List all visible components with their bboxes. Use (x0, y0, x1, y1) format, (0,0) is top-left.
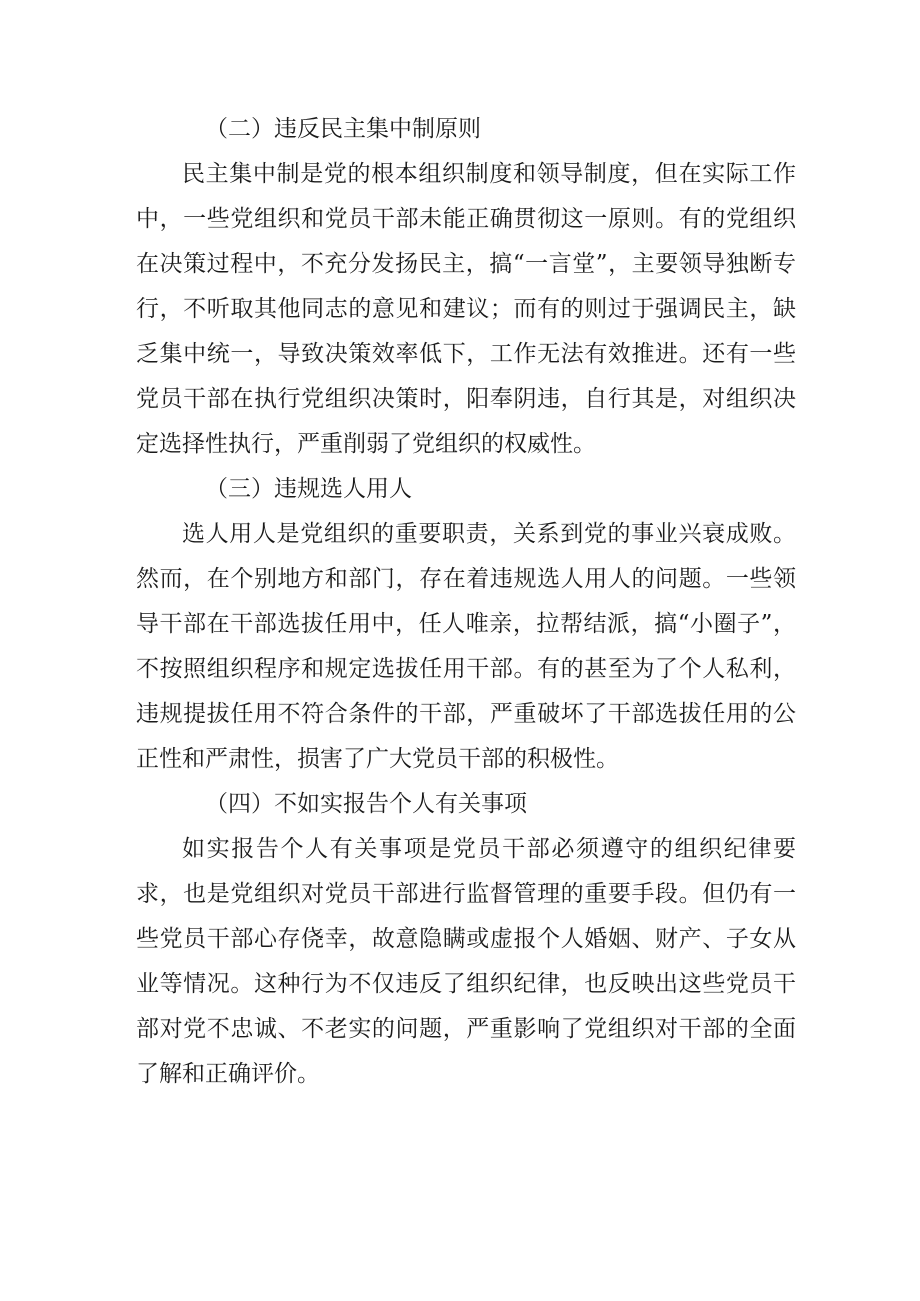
section-heading-3: （三）违规选人用人 (205, 476, 412, 502)
section-paragraph-2: 民主集中制是党的根本组织制度和领导制度，但在实际工作中，一些党组织和党员干部未能正确贯彻这一原则。有的党组织在决策过程中，不充分发扬民主，搞“一言堂”，主要领导独断专行，不听取其他同志的意见和建议；而有的则过于强调民主，缺乏集中统一，导致决策效率低下，工作无法有效推进。还有一些党员干部在执行党组织决策时，阳奉阴违，自行其是，对组织决定选择性执行，严重削弱了党组织的权威性。 (136, 161, 796, 457)
section-paragraph-3: 选人用人是党组织的重要职责，关系到党的事业兴衰成败。然而，在个别地方和部门，存在着违规选人用人的问题。一些领导干部在干部选拔任用中，任人唯亲，拉帮结派，搞“小圈子”，不按照组织程序和规定选拔任用干部。有的甚至为了个人私利，违规提拔任用不符合条件的干部，严重破坏了干部选拔任用的公正性和严肃性，损害了广大党员干部的积极性。 (136, 521, 796, 772)
section-heading-2: （二）违反民主集中制原则 (205, 116, 481, 142)
document-body (136, 107, 796, 1097)
section-heading-4: （四）不如实报告个人有关事项 (205, 791, 527, 817)
section-paragraph-4: 如实报告个人有关事项是党员干部必须遵守的组织纪律要求，也是党组织对党员干部进行监督管理的重要手段。但仍有一些党员干部心存侥幸，故意隐瞒或虚报个人婚姻、财产、子女从业等情况。这种行为不仅违反了组织纪律，也反映出这些党员干部对党不忠诚、不老实的问题，严重影响了党组织对干部的全面了解和正确评价。 (136, 836, 796, 1087)
